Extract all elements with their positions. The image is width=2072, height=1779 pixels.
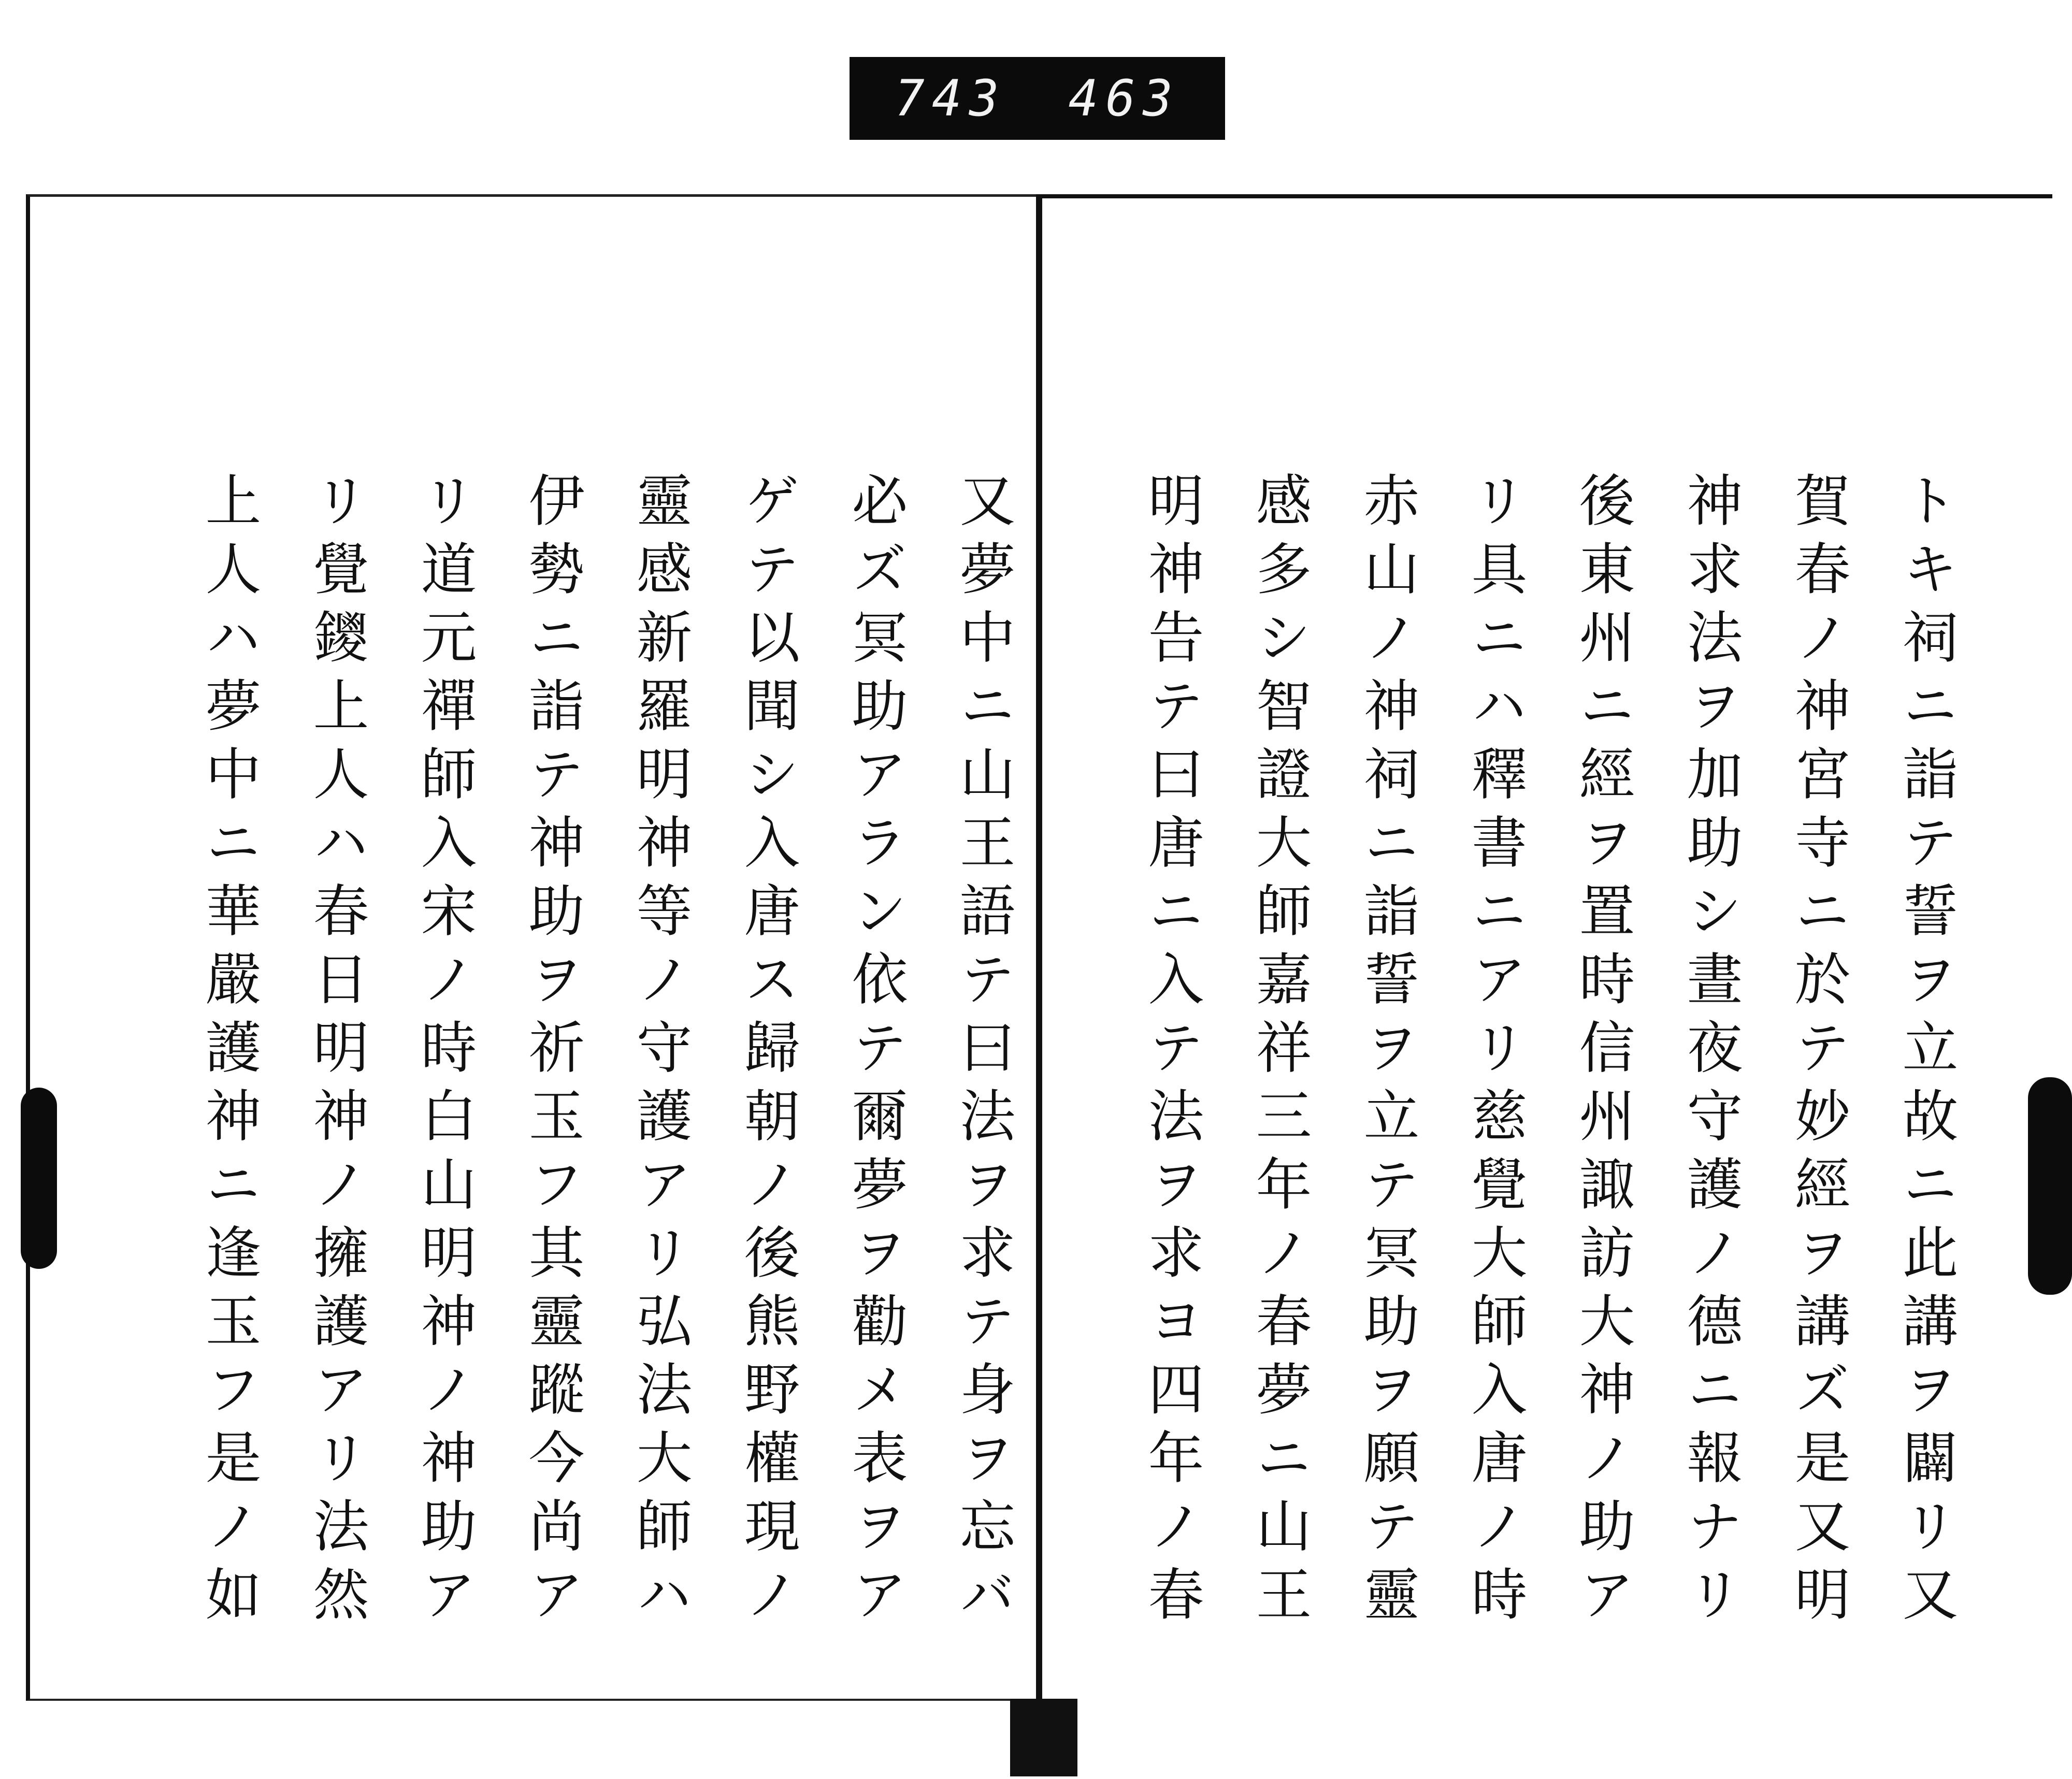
left-page-text [145,471,1036,1637]
text-column: 賀春ノ神宮寺ニ於テ妙經ヲ講ズ是又明 [1785,471,1850,1633]
text-column: 感多シ智證大師嘉祥三年ノ春夢ニ山王 [1246,471,1311,1633]
text-column: 上人ハ夢中ニ華嚴護神ニ逢玉フ是ノ如 [196,471,261,1633]
right-edge-smudge [2028,1077,2072,1295]
folio-right-number: 463 [1068,69,1180,127]
folio-label [850,57,1225,140]
text-column: ゲテ以聞シ入唐ス歸朝ノ後熊野權現ノ [735,471,799,1633]
text-column: 必ズ冥助アラン依テ爾夢ヲ勸メ表ヲア [842,471,907,1633]
text-column: リ覺鑁上人ハ春日明神ノ擁護アリ法然 [304,471,368,1633]
right-page-text [1088,471,1979,1637]
text-column: 神求法ヲ加助シ晝夜守護ノ德ニ報ナリ [1677,471,1742,1633]
text-column: リ具ニハ釋書ニアリ慈覺大師入唐ノ時 [1462,471,1527,1633]
text-column: 伊勢ニ詣テ神助ヲ祈玉フ其靈蹤今尚ア [519,471,584,1633]
text-column: 後東州ニ經ヲ置時信州諏訪大神ノ助ア [1570,471,1634,1633]
left-edge-smudge [21,1088,57,1269]
text-column: リ道元禪師入宋ノ時白山明神ノ神助ア [411,471,476,1633]
text-column: トキ祠ニ詣テ誓ヲ立故ニ此講ヲ闢リ又 [1893,471,1958,1633]
text-column: 明神告テ曰唐ニ入テ法ヲ求ヨ四年ノ春 [1139,471,1203,1633]
text-column: 靈感新羅明神等ノ守護アリ弘法大師ハ [627,471,692,1633]
binding-mark [1010,1699,1077,1776]
text-column: 又夢中ニ山王語テ曰法ヲ求テ身ヲ忘バ [950,471,1015,1633]
text-column: 赤山ノ神祠ニ詣誓ヲ立テ冥助ヲ願テ靈 [1354,471,1419,1633]
folio-left-number: 743 [895,69,1006,127]
